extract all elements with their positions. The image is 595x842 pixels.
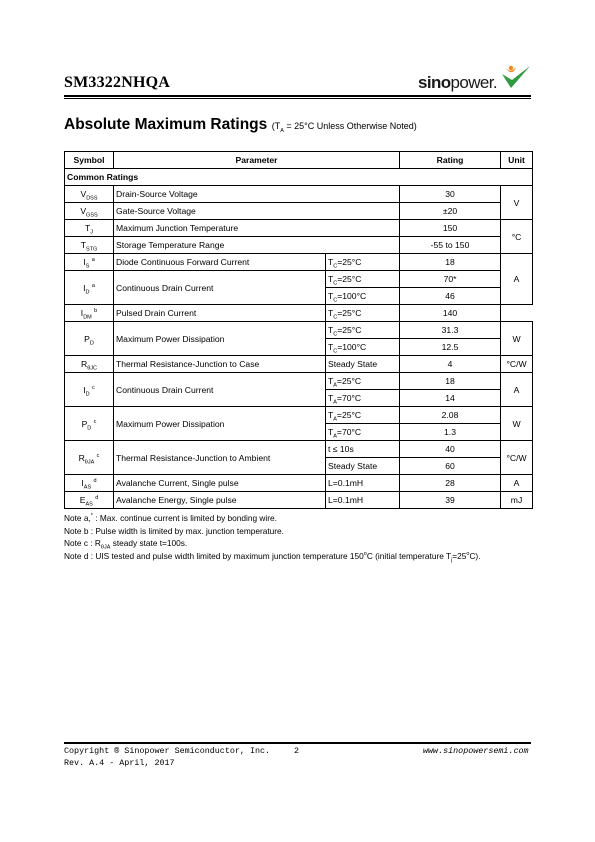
rating-cell: 60 [400,458,501,475]
unit-cell: V [501,186,533,220]
rating-cell: 39 [400,492,501,509]
footer-copyright: Copyright ® Sinopower Semiconductor, Inc. [64,746,271,756]
condition-cell: L=0.1mH [326,475,400,492]
parameter-cell: Storage Temperature Range [114,237,400,254]
symbol-cell: $I_{AS}$ $^d$ [65,475,114,492]
parameter-cell: Gate-Source Voltage [114,203,400,220]
rating-cell: 46 [400,288,501,305]
condition-cell: $T_C=25^\circ C$ [326,322,400,339]
parameter-cell: Continuous Drain Current [114,373,326,407]
table-row [65,441,533,458]
header-rule [64,95,531,97]
note-d: Note d : UIS tested and pulse width limited by maximum junction temperature 150$^o$C (initial temperature $T_j=25^oC$). [64,550,481,564]
unit-cell: °C/W [501,356,533,373]
rating-cell: 28 [400,475,501,492]
symbol-cell: $I_D$ $^c$ [65,373,114,407]
condition-cell: t ≤ 10s [326,441,400,458]
rating-cell: 30 [400,186,501,203]
symbol-cell: $I_S$ $^a$ [65,254,114,271]
footer-rule [64,742,531,744]
rating-cell: 140 [400,305,501,322]
rating-cell: 40 [400,441,501,458]
rating-cell: 12.5 [400,339,501,356]
symbol-cell: $P_D$ [65,322,114,356]
condition-cell: $T_C=25^\circ C$ [326,254,400,271]
parameter-cell: Maximum Power Dissipation [114,322,326,356]
logo-mark-icon [500,64,532,92]
rating-cell: 4 [400,356,501,373]
table-row [65,220,533,237]
table-row [65,203,533,220]
unit-cell: °C [501,220,533,254]
parameter-cell: Maximum Power Dissipation [114,407,326,441]
rating-cell: 31.3 [400,322,501,339]
table-row [65,475,533,492]
rating-cell: 18 [400,254,501,271]
parameter-cell: Thermal Resistance-Junction to Ambient [114,441,326,475]
unit-cell: A [501,373,533,407]
table-row [65,237,533,254]
condition-cell: Steady State [326,458,400,475]
condition-cell: $T_C=100^\circ C$ [326,339,400,356]
symbol-cell: $R_{\theta JC}$ [65,356,114,373]
parameter-cell: Maximum Junction Temperature [114,220,400,237]
rating-cell: 150 [400,220,501,237]
table-row [65,322,533,339]
condition-cell: $T_A=70^\circ C$ [326,424,400,441]
rating-cell: 14 [400,390,501,407]
parameter-cell: Diode Continuous Forward Current [114,254,326,271]
condition-cell: $T_C=100^\circ C$ [326,288,400,305]
parameter-cell: Continuous Drain Current [114,271,326,305]
note-b: Note b : Pulse width is limited by max. junction temperature. [64,525,284,536]
table-row [65,492,533,509]
symbol-cell: $I_D$ $^a$ [65,271,114,305]
table-row [65,407,533,424]
parameter-cell: Avalanche Current, Single pulse [114,475,326,492]
table-row [65,356,533,373]
table-row [65,254,533,271]
symbol-cell: $P_D$ $^c$ [65,407,114,441]
table-row [65,305,533,322]
unit-cell: A [501,254,533,305]
logo-wordmark: sinopower. [418,73,498,92]
absolute-maximum-ratings-table [64,151,533,509]
rating-cell: 70* [400,271,501,288]
condition-cell: $T_A=25^\circ C$ [326,373,400,390]
sinopower-logo [418,64,534,94]
rating-cell: 18 [400,373,501,390]
section-title [64,116,417,134]
condition-cell: $T_A=70^\circ C$ [326,390,400,407]
header-rating: Rating [400,152,501,169]
rating-cell: ±20 [400,203,501,220]
table-row [65,373,533,390]
rating-cell: 2.08 [400,407,501,424]
unit-cell: °C/W [501,441,533,475]
symbol-cell: $E_{AS}$ $^d$ [65,492,114,509]
unit-cell: W [501,407,533,441]
symbol-cell: $R_{\theta JA}$ $^c$ [65,441,114,475]
footer-page-number: 2 [294,746,300,756]
section-condition: ($T_A = 25^\circ C$ Unless Otherwise Noted) [271,121,417,134]
table-section-row [65,169,533,186]
footer-website-link[interactable]: www.sinopowersemi.com [423,746,529,756]
rating-cell: -55 to 150 [400,237,501,254]
part-number: SM3322NHQA [64,74,170,91]
header-rule-thin [64,98,531,99]
header-unit: Unit [501,152,533,169]
table-header-row [65,152,533,169]
parameter-cell: Avalanche Energy, Single pulse [114,492,326,509]
unit-cell: mJ [501,492,533,509]
symbol-cell: $V_{DSS}$ [65,186,114,203]
note-c: Note c : $R_{\theta JA}$ steady state t=100s. [64,538,188,551]
table-row [65,186,533,203]
unit-cell: A [501,475,533,492]
condition-cell: $T_C=25^\circ C$ [326,305,400,322]
table-notes [64,512,481,562]
condition-cell: $T_A=25^\circ C$ [326,407,400,424]
section-common-ratings: Common Ratings [65,169,533,186]
condition-cell: Steady State [326,356,400,373]
symbol-cell: $V_{GSS}$ [65,203,114,220]
symbol-cell: $T_{STG}$ [65,237,114,254]
parameter-cell: Drain-Source Voltage [114,186,400,203]
rating-cell: 1.3 [400,424,501,441]
parameter-cell: Pulsed Drain Current [114,305,326,322]
section-heading: Absolute Maximum Ratings [64,116,268,133]
parameter-cell: Thermal Resistance-Junction to Case [114,356,326,373]
header-symbol: Symbol [65,152,114,169]
note-a: Note a,* : Max. continue current is limited by bonding wire. [64,513,277,523]
symbol-cell: $T_J$ [65,220,114,237]
table-row [65,271,533,288]
condition-cell: L=0.1mH [326,492,400,509]
condition-cell: $T_C=25^\circ C$ [326,271,400,288]
symbol-cell: $I_{DM}$ $^b$ [65,305,114,322]
footer-revision: Rev. A.4 - April, 2017 [64,758,175,768]
unit-cell: W [501,322,533,356]
header-parameter: Parameter [114,152,400,169]
